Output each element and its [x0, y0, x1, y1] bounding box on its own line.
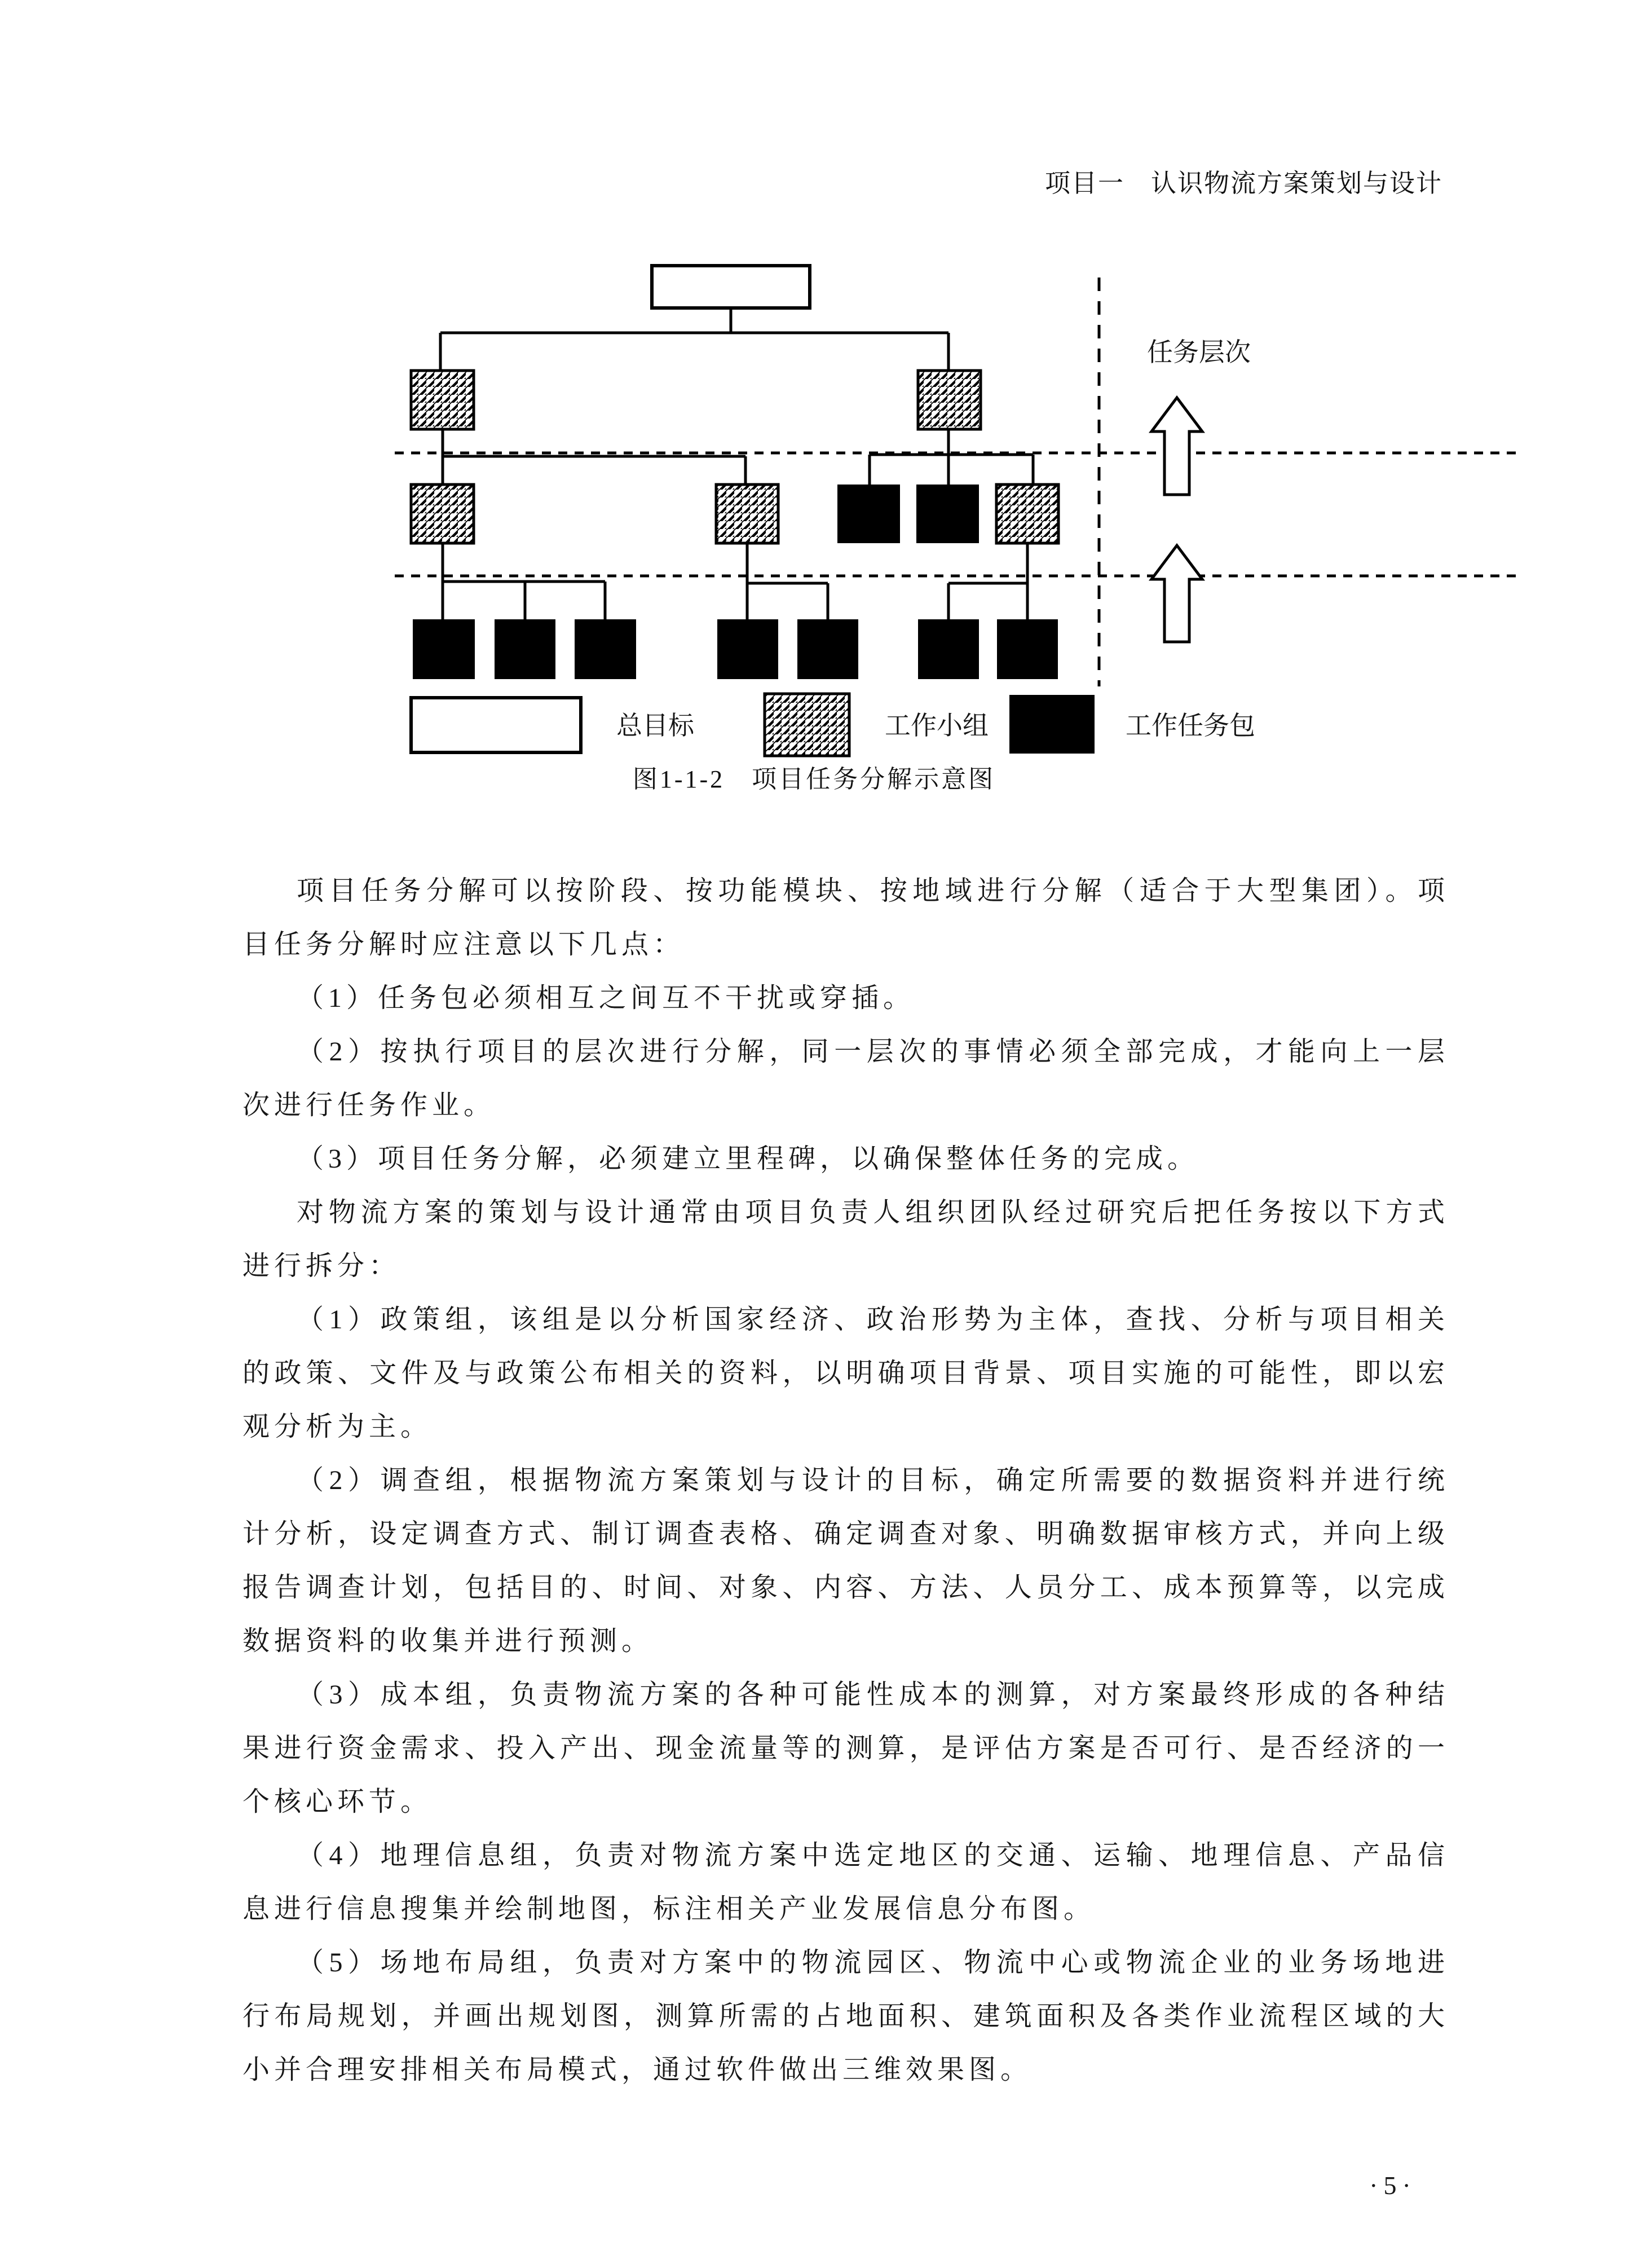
figure-caption: 图1-1-2 项目任务分解示意图 [632, 765, 996, 793]
paragraph-note-2: （2）按执行项目的层次进行分解，同一层次的事情必须全部完成，才能向上一层次进行任务作业。 [242, 1037, 1449, 1120]
paragraph-group-cost: （3）成本组，负责物流方案的各种可能性成本的测算，对方案最终形成的各种结果进行资金需求、投入产出、现金流量等的测算，是评估方案是否可行、是否经济的一个核心环节。 [242, 1680, 1449, 1817]
figure-legend [411, 694, 1255, 756]
page-number: ·5· [1369, 2171, 1417, 2200]
axis-label: 任务层次 [1147, 338, 1251, 367]
legend-goal-swatch [411, 698, 581, 752]
body-text [242, 864, 1449, 2097]
level-up-arrows [1151, 398, 1202, 642]
legend-workgroup-swatch [765, 694, 849, 756]
up-arrow-bottom [1151, 545, 1202, 642]
paragraph-intro: 项目任务分解可以按阶段、按功能模块、按地域进行分解（适合于大型集团）。项目任务分解时应注意以下几点： [242, 876, 1449, 959]
goal-node [652, 266, 810, 308]
paragraph-group-policy: （1）政策组，该组是以分析国家经济、政治形势为主体，查找、分析与项目相关的政策、文件及与政策公布相关的资料，以明确项目背景、项目实施的可能性，即以宏观分析为主。 [242, 1305, 1449, 1442]
legend-workpackage-label: 工作任务包 [1126, 711, 1255, 740]
legend-workpackage-swatch [1009, 695, 1095, 754]
paragraph-note-3: （3）项目任务分解，必须建立里程碑，以确保整体任务的完成。 [297, 1144, 1199, 1174]
paragraph-group-survey: （2）调查组，根据物流方案策划与设计的目标，确定所需要的数据资料并进行统计分析，设定调查方式、制订调查表格、确定调查对象、明确数据审核方式，并向上级报告调查计划，包括目的、时间、对象、内容、方法、人员分工、成本预算等，以完成数据资料的收集并进行预测。 [242, 1465, 1449, 1656]
paragraph-group-layout: （5）场地布局组，负责对方案中的物流园区、物流中心或物流企业的业务场地进行布局规划，并画出规划图，测算所需的占地面积、建筑面积及各类作业流程区域的大小并合理安排相关布局模式，通过软件做出三维效果图。 [242, 1948, 1449, 2085]
paragraph-group-gis: （4）地理信息组，负责对物流方案中选定地区的交通、运输、地理信息、产品信息进行信息搜集并绘制地图，标注相关产业发展信息分布图。 [242, 1840, 1449, 1924]
connector-lines [440, 308, 1033, 619]
page-header: 项目一 认识物流方案策划与设计 [1044, 169, 1442, 197]
up-arrow-top [1151, 398, 1202, 495]
paragraph-note-1: （1）任务包必须相互之间互不干扰或穿插。 [297, 983, 915, 1013]
paragraph-split-intro: 对物流方案的策划与设计通常由项目负责人组织团队经过研究后把任务按以下方式进行拆分： [242, 1197, 1449, 1281]
wbs-diagram [383, 248, 1534, 801]
legend-goal-label: 总目标 [616, 711, 694, 740]
legend-workgroup-label: 工作小组 [885, 711, 989, 740]
